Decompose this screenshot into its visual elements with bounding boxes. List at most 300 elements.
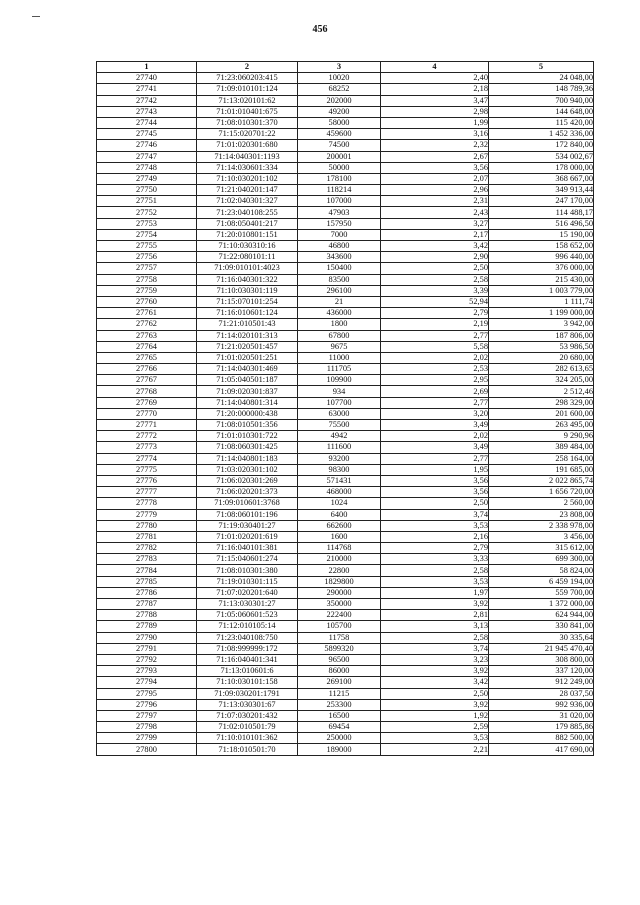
table-cell-col2: 71:21:020501:457: [197, 341, 298, 352]
table-cell-col3: 83500: [298, 274, 381, 285]
table-cell-col1: 27786: [97, 587, 197, 598]
table-cell-col5: 2 512,46: [489, 386, 594, 397]
table-cell-col3: 50000: [298, 162, 381, 173]
table-cell-col4: 2,43: [381, 207, 489, 218]
table-cell-col3: 253300: [298, 699, 381, 710]
table-cell-col1: 27787: [97, 599, 197, 610]
table-cell-col4: 3,56: [381, 162, 489, 173]
table-row: [97, 509, 594, 520]
table-cell-col4: 3,23: [381, 654, 489, 665]
table-row: [97, 296, 594, 307]
table-cell-col2: 71:14:040801:314: [197, 397, 298, 408]
table-cell-col3: 436000: [298, 308, 381, 319]
table-cell-col2: 71:14:040301:1193: [197, 151, 298, 162]
table-cell-col4: 2,02: [381, 431, 489, 442]
table-cell-col1: 27775: [97, 464, 197, 475]
table-cell-col2: 71:22:080101:11: [197, 252, 298, 263]
table-cell-col2: 71:19:030401:27: [197, 520, 298, 531]
table-cell-col4: 3,33: [381, 554, 489, 565]
table-cell-col2: 71:08:010301:370: [197, 117, 298, 128]
table-cell-col2: 71:08:050401:217: [197, 218, 298, 229]
table-cell-col2: 71:13:010601:6: [197, 666, 298, 677]
table-cell-col5: 1 656 720,00: [489, 487, 594, 498]
table-row: [97, 397, 594, 408]
table-cell-col3: 58000: [298, 117, 381, 128]
table-cell-col2: 71:03:020301:102: [197, 464, 298, 475]
table-cell-col2: 71:21:040201:147: [197, 185, 298, 196]
table-cell-col4: 1,97: [381, 587, 489, 598]
table-row: [97, 487, 594, 498]
table-cell-col4: 3,92: [381, 666, 489, 677]
table-cell-col2: 71:09:010101:4023: [197, 263, 298, 274]
table-cell-col3: 109900: [298, 375, 381, 386]
table-cell-col1: 27795: [97, 688, 197, 699]
table-cell-col4: 2,32: [381, 140, 489, 151]
table-cell-col2: 71:12:010105:14: [197, 621, 298, 632]
table-row: [97, 543, 594, 554]
table-row: [97, 196, 594, 207]
table-cell-col1: 27756: [97, 252, 197, 263]
table-cell-col4: 3,74: [381, 509, 489, 520]
table-cell-col3: 4942: [298, 431, 381, 442]
table-cell-col4: 2,19: [381, 319, 489, 330]
table-cell-col1: 27800: [97, 744, 197, 755]
table-cell-col2: 71:15:040601:274: [197, 554, 298, 565]
table-cell-col1: 27744: [97, 117, 197, 128]
table-cell-col5: 349 913,44: [489, 185, 594, 196]
table-cell-col3: 21: [298, 296, 381, 307]
table-cell-col1: 27779: [97, 509, 197, 520]
table-row: [97, 352, 594, 363]
table-cell-col2: 71:15:070101:254: [197, 296, 298, 307]
table-cell-col2: 71:01:020301:680: [197, 140, 298, 151]
table-cell-col2: 71:02:010501:79: [197, 722, 298, 733]
table-cell-col1: 27749: [97, 173, 197, 184]
table-row: [97, 252, 594, 263]
table-cell-col4: 1,92: [381, 710, 489, 721]
table-cell-col3: 46800: [298, 241, 381, 252]
table-cell-col5: 1 111,74: [489, 296, 594, 307]
table-cell-col2: 71:16:040401:341: [197, 654, 298, 665]
table-cell-col1: 27768: [97, 386, 197, 397]
table-cell-col2: 71:10:030310:16: [197, 241, 298, 252]
table-cell-col3: 934: [298, 386, 381, 397]
table-cell-col1: 27781: [97, 531, 197, 542]
table-cell-col1: 27754: [97, 229, 197, 240]
table-cell-col4: 2,95: [381, 375, 489, 386]
table-cell-col2: 71:01:020201:619: [197, 531, 298, 542]
table-cell-col2: 71:15:020701:22: [197, 129, 298, 140]
table-row: [97, 576, 594, 587]
table-row: [97, 531, 594, 542]
table-cell-col3: 296100: [298, 285, 381, 296]
table-cell-col3: 157950: [298, 218, 381, 229]
table-cell-col3: 7000: [298, 229, 381, 240]
table-row: [97, 173, 594, 184]
table-cell-col5: 28 037,50: [489, 688, 594, 699]
table-row: [97, 688, 594, 699]
table-cell-col4: 2,69: [381, 386, 489, 397]
table-cell-col1: 27798: [97, 722, 197, 733]
table-row: [97, 621, 594, 632]
table-row: [97, 520, 594, 531]
table-row: [97, 207, 594, 218]
table-cell-col5: 115 420,00: [489, 117, 594, 128]
table-body: [97, 73, 594, 755]
table-row: [97, 308, 594, 319]
table-cell-col5: 258 164,00: [489, 453, 594, 464]
table-cell-col3: 74500: [298, 140, 381, 151]
table-cell-col3: 63000: [298, 408, 381, 419]
table-cell-col5: 1 452 336,00: [489, 129, 594, 140]
table-cell-col2: 71:23:040108:255: [197, 207, 298, 218]
table-cell-col5: 58 824,00: [489, 565, 594, 576]
table-cell-col3: 86000: [298, 666, 381, 677]
table-cell-col2: 71:14:030601:334: [197, 162, 298, 173]
table-row: [97, 341, 594, 352]
table-cell-col3: 111600: [298, 442, 381, 453]
table-cell-col1: 27784: [97, 565, 197, 576]
table-cell-col3: 111705: [298, 364, 381, 375]
table-cell-col4: 2,77: [381, 453, 489, 464]
table-cell-col2: 71:06:020201:373: [197, 487, 298, 498]
table-cell-col5: 699 300,00: [489, 554, 594, 565]
table-cell-col2: 71:08:060301:425: [197, 442, 298, 453]
table-cell-col4: 5,58: [381, 341, 489, 352]
table-row: [97, 117, 594, 128]
table-row: [97, 241, 594, 252]
table-cell-col4: 2,77: [381, 397, 489, 408]
table-cell-col5: 882 500,00: [489, 733, 594, 744]
table-cell-col4: 2,81: [381, 610, 489, 621]
table-cell-col4: 2,98: [381, 106, 489, 117]
table-cell-col4: 1,99: [381, 117, 489, 128]
table-cell-col4: 2,79: [381, 543, 489, 554]
table-cell-col5: 172 840,00: [489, 140, 594, 151]
table-cell-col3: 343600: [298, 252, 381, 263]
data-table: [96, 61, 594, 756]
table-cell-col5: 298 329,00: [489, 397, 594, 408]
table-cell-col2: 71:07:020201:640: [197, 587, 298, 598]
table-cell-col5: 376 000,00: [489, 263, 594, 274]
table-cell-col5: 21 945 470,40: [489, 643, 594, 654]
table-cell-col3: 210000: [298, 554, 381, 565]
table-cell-col3: 178100: [298, 173, 381, 184]
table-cell-col1: 27753: [97, 218, 197, 229]
table-cell-col3: 16500: [298, 710, 381, 721]
table-cell-col1: 27767: [97, 375, 197, 386]
table-cell-col2: 71:14:020101:313: [197, 330, 298, 341]
table-cell-col4: 3,74: [381, 643, 489, 654]
table-row: [97, 610, 594, 621]
table-row: [97, 733, 594, 744]
table-cell-col5: 308 800,00: [489, 654, 594, 665]
table-cell-col3: 105700: [298, 621, 381, 632]
table-cell-col1: 27766: [97, 364, 197, 375]
table-header-row: [97, 62, 594, 73]
table-cell-col5: 324 205,00: [489, 375, 594, 386]
table-cell-col1: 27792: [97, 654, 197, 665]
table-cell-col5: 330 841,00: [489, 621, 594, 632]
table-cell-col2: 71:08:010501:356: [197, 420, 298, 431]
table-cell-col1: 27761: [97, 308, 197, 319]
table-cell-col4: 2,77: [381, 330, 489, 341]
table-cell-col3: 118214: [298, 185, 381, 196]
table-cell-col4: 2,31: [381, 196, 489, 207]
table-row: [97, 431, 594, 442]
table-cell-col5: 315 612,00: [489, 543, 594, 554]
table-cell-col2: 71:08:060101:196: [197, 509, 298, 520]
column-header-1: 1: [97, 62, 197, 73]
table-cell-col3: 250000: [298, 733, 381, 744]
table-cell-col3: 202000: [298, 95, 381, 106]
table-cell-col5: 6 459 194,00: [489, 576, 594, 587]
table-row: [97, 263, 594, 274]
table-cell-col1: 27780: [97, 520, 197, 531]
table-cell-col5: 2 022 865,74: [489, 475, 594, 486]
table-row: [97, 185, 594, 196]
table-cell-col1: 27790: [97, 632, 197, 643]
table-cell-col5: 15 190,00: [489, 229, 594, 240]
table-cell-col5: 187 806,00: [489, 330, 594, 341]
table-cell-col5: 144 648,00: [489, 106, 594, 117]
table-row: [97, 744, 594, 755]
table-cell-col1: 27796: [97, 699, 197, 710]
table-cell-col2: 71:16:010601:124: [197, 308, 298, 319]
table-cell-col3: 67800: [298, 330, 381, 341]
table-cell-col5: 1 372 000,00: [489, 599, 594, 610]
table-cell-col2: 71:06:020301:269: [197, 475, 298, 486]
table-row: [97, 498, 594, 509]
page-number: 456: [312, 24, 328, 35]
table-row: [97, 106, 594, 117]
table-cell-col3: 662600: [298, 520, 381, 531]
table-cell-col4: 2,67: [381, 151, 489, 162]
table-cell-col5: 996 440,00: [489, 252, 594, 263]
table-cell-col1: 27745: [97, 129, 197, 140]
table-cell-col4: 3,49: [381, 420, 489, 431]
table-cell-col3: 468000: [298, 487, 381, 498]
table-row: [97, 330, 594, 341]
table-cell-col2: 71:18:010501:70: [197, 744, 298, 755]
table-cell-col1: 27797: [97, 710, 197, 721]
table-row: [97, 632, 594, 643]
table-cell-col2: 71:09:010601:3768: [197, 498, 298, 509]
table-cell-col5: 1 003 779,00: [489, 285, 594, 296]
table-cell-col1: 27742: [97, 95, 197, 106]
table-cell-col2: 71:10:010101:362: [197, 733, 298, 744]
corner-mark: [32, 16, 40, 17]
table-cell-col2: 71:21:010501:43: [197, 319, 298, 330]
table-cell-col4: 2,53: [381, 364, 489, 375]
table-cell-col4: 3,47: [381, 95, 489, 106]
table-row: [97, 464, 594, 475]
table-cell-col1: 27748: [97, 162, 197, 173]
table-cell-col2: 71:05:040501:187: [197, 375, 298, 386]
table-cell-col4: 2,90: [381, 252, 489, 263]
table-cell-col3: 10020: [298, 73, 381, 84]
table-cell-col3: 571431: [298, 475, 381, 486]
table-cell-col1: 27791: [97, 643, 197, 654]
table-cell-col3: 1600: [298, 531, 381, 542]
table-cell-col1: 27794: [97, 677, 197, 688]
table-cell-col4: 2,50: [381, 263, 489, 274]
table-cell-col4: 2,79: [381, 308, 489, 319]
table-cell-col2: 71:10:030101:158: [197, 677, 298, 688]
table-cell-col4: 3,16: [381, 129, 489, 140]
table-cell-col1: 27762: [97, 319, 197, 330]
table-row: [97, 475, 594, 486]
table-row: [97, 599, 594, 610]
table-row: [97, 274, 594, 285]
table-row: [97, 218, 594, 229]
table-cell-col2: 71:08:010301:380: [197, 565, 298, 576]
table-cell-col1: 27751: [97, 196, 197, 207]
table-cell-col1: 27772: [97, 431, 197, 442]
table-cell-col4: 2,50: [381, 498, 489, 509]
table-cell-col5: 534 002,67: [489, 151, 594, 162]
table-cell-col5: 3 456,00: [489, 531, 594, 542]
table-cell-col5: 912 249,00: [489, 677, 594, 688]
table-cell-col5: 368 667,00: [489, 173, 594, 184]
table-row: [97, 364, 594, 375]
table-cell-col2: 71:09:010101:124: [197, 84, 298, 95]
table-cell-col1: 27764: [97, 341, 197, 352]
table-row: [97, 442, 594, 453]
table-cell-col3: 459600: [298, 129, 381, 140]
table-cell-col1: 27755: [97, 241, 197, 252]
table-cell-col2: 71:09:020301:837: [197, 386, 298, 397]
table-cell-col4: 2,18: [381, 84, 489, 95]
table-cell-col2: 71:05:060601:523: [197, 610, 298, 621]
table-cell-col5: 992 936,00: [489, 699, 594, 710]
table-cell-col3: 98300: [298, 464, 381, 475]
table-row: [97, 151, 594, 162]
table-cell-col3: 5899320: [298, 643, 381, 654]
table-cell-col1: 27771: [97, 420, 197, 431]
table-cell-col3: 114768: [298, 543, 381, 554]
table-cell-col4: 2,96: [381, 185, 489, 196]
table-cell-col4: 1,95: [381, 464, 489, 475]
table-cell-col1: 27746: [97, 140, 197, 151]
table-row: [97, 84, 594, 95]
table-cell-col1: 27777: [97, 487, 197, 498]
table-cell-col5: 3 942,00: [489, 319, 594, 330]
table-cell-col1: 27769: [97, 397, 197, 408]
table-cell-col5: 114 488,17: [489, 207, 594, 218]
table-cell-col4: 2,50: [381, 688, 489, 699]
table-cell-col4: 3,56: [381, 475, 489, 486]
table-cell-col1: 27757: [97, 263, 197, 274]
table-row: [97, 129, 594, 140]
table-row: [97, 408, 594, 419]
table-cell-col3: 9675: [298, 341, 381, 352]
table-cell-col1: 27758: [97, 274, 197, 285]
table-cell-col5: 53 986,50: [489, 341, 594, 352]
table-cell-col1: 27778: [97, 498, 197, 509]
table-cell-col3: 47903: [298, 207, 381, 218]
table-cell-col3: 75500: [298, 420, 381, 431]
table-cell-col3: 200001: [298, 151, 381, 162]
table-cell-col2: 71:13:030301:67: [197, 699, 298, 710]
table-cell-col5: 282 613,65: [489, 364, 594, 375]
table-cell-col4: 3,13: [381, 621, 489, 632]
table-row: [97, 95, 594, 106]
table-cell-col4: 3,49: [381, 442, 489, 453]
table-cell-col3: 1024: [298, 498, 381, 509]
table-cell-col5: 624 944,00: [489, 610, 594, 621]
table-cell-col2: 71:10:030301:119: [197, 285, 298, 296]
column-header-4: 4: [381, 62, 489, 73]
table-cell-col3: 11215: [298, 688, 381, 699]
table-row: [97, 420, 594, 431]
table-cell-col3: 68252: [298, 84, 381, 95]
table-cell-col5: 516 496,50: [489, 218, 594, 229]
table-cell-col2: 71:02:040301:327: [197, 196, 298, 207]
table-row: [97, 140, 594, 151]
table-row: [97, 587, 594, 598]
table-cell-col5: 20 680,00: [489, 352, 594, 363]
table-cell-col4: 3,20: [381, 408, 489, 419]
table-cell-col5: 263 495,00: [489, 420, 594, 431]
table-cell-col5: 30 335,64: [489, 632, 594, 643]
table-cell-col3: 96500: [298, 654, 381, 665]
table-cell-col5: 31 020,00: [489, 710, 594, 721]
table-row: [97, 643, 594, 654]
table-cell-col5: 178 000,00: [489, 162, 594, 173]
table-cell-col2: 71:13:030301:27: [197, 599, 298, 610]
table-cell-col1: 27741: [97, 84, 197, 95]
table-cell-col1: 27765: [97, 352, 197, 363]
table-row: [97, 722, 594, 733]
table-cell-col4: 2,58: [381, 565, 489, 576]
table-cell-col2: 71:09:030201:1791: [197, 688, 298, 699]
table-row: [97, 386, 594, 397]
table-cell-col4: 3,42: [381, 677, 489, 688]
table-cell-col5: 23 808,00: [489, 509, 594, 520]
table-cell-col3: 69454: [298, 722, 381, 733]
table-row: [97, 699, 594, 710]
table-cell-col1: 27785: [97, 576, 197, 587]
table-cell-col1: 27782: [97, 543, 197, 554]
table-cell-col4: 3,39: [381, 285, 489, 296]
table-cell-col4: 2,59: [381, 722, 489, 733]
table-cell-col4: 2,58: [381, 274, 489, 285]
table-cell-col2: 71:10:030201:102: [197, 173, 298, 184]
table-cell-col1: 27740: [97, 73, 197, 84]
table-cell-col1: 27799: [97, 733, 197, 744]
table-row: [97, 319, 594, 330]
table-row: [97, 375, 594, 386]
table-cell-col5: 700 940,00: [489, 95, 594, 106]
table-cell-col3: 222400: [298, 610, 381, 621]
table-cell-col1: 27793: [97, 666, 197, 677]
table-cell-col5: 2 338 978,00: [489, 520, 594, 531]
table-cell-col2: 71:01:010301:722: [197, 431, 298, 442]
table-cell-col5: 417 690,00: [489, 744, 594, 755]
table-cell-col2: 71:14:040801:183: [197, 453, 298, 464]
table-cell-col1: 27788: [97, 610, 197, 621]
table-cell-col5: 148 789,36: [489, 84, 594, 95]
table-cell-col1: 27783: [97, 554, 197, 565]
table-row: [97, 654, 594, 665]
table-cell-col3: 290000: [298, 587, 381, 598]
table-cell-col3: 93200: [298, 453, 381, 464]
table-cell-col4: 3,92: [381, 699, 489, 710]
column-header-5: 5: [489, 62, 594, 73]
table-cell-col1: 27743: [97, 106, 197, 117]
table-cell-col1: 27776: [97, 475, 197, 486]
